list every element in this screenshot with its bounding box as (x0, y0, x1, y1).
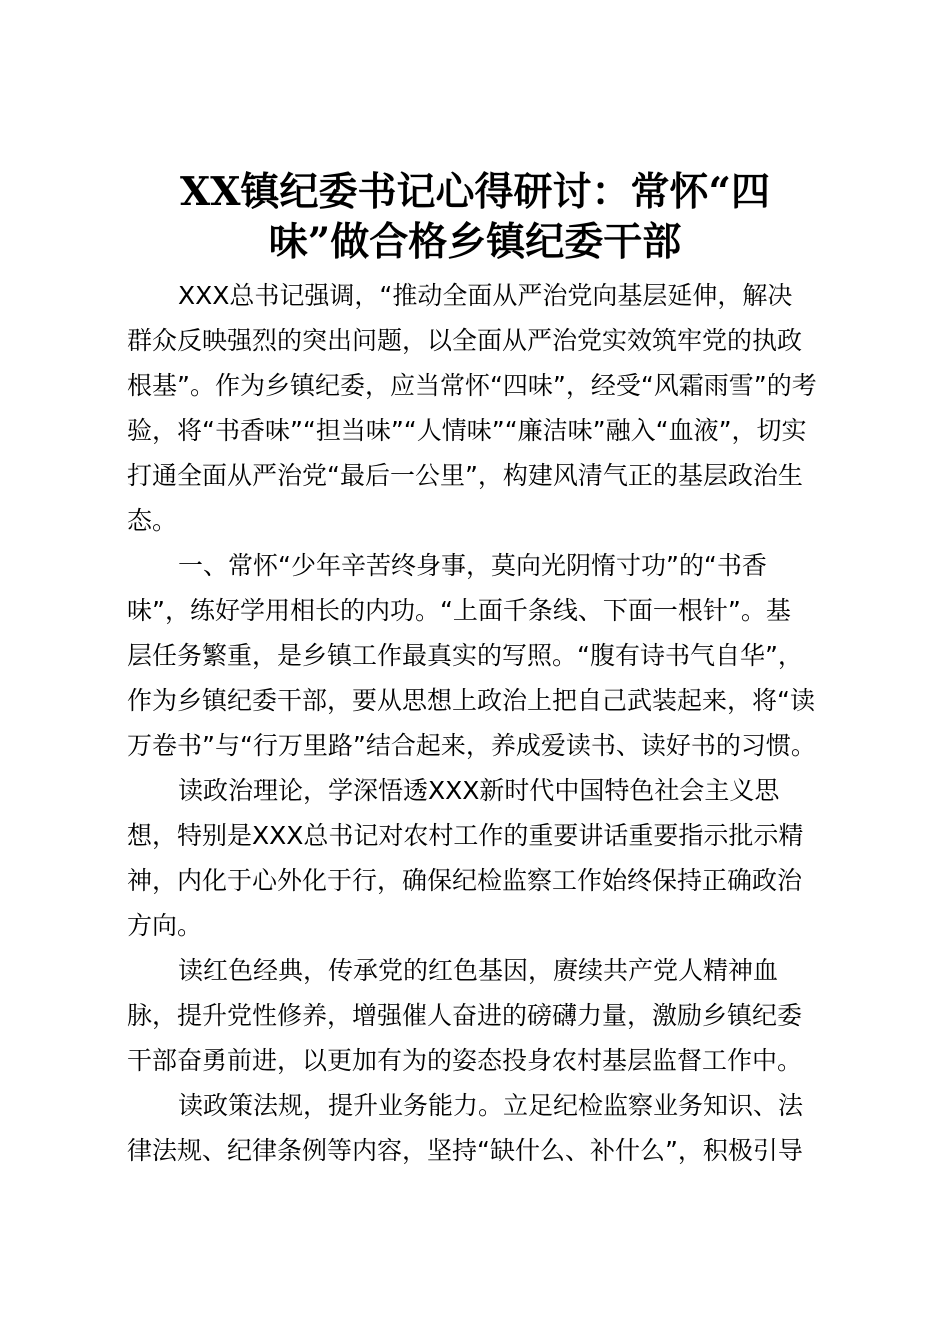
body-line: 读红色经典，传承党的红色基因，赓续共产党人精神血 (178, 956, 779, 985)
body-line: 律法规、纪律条例等内容，坚持“缺什么、补什么”，积极引导 (127, 1136, 803, 1165)
body-line: 读政治理论，学深悟透XXX新时代中国特色社会主义思 (178, 776, 780, 805)
body-line: 层任务繁重，是乡镇工作最真实的写照。“腹有诗书气自华”， (127, 641, 803, 670)
body-line: 验，将“书香味”“担当味”“人情味”“廉洁味”融入“血液”，切实 (127, 416, 807, 445)
body-line: 态。 (127, 506, 178, 535)
document-title-line-2: 味”做合格乡镇纪委干部 (268, 219, 682, 265)
body-line: 群众反映强烈的突出问题，以全面从严治党实效筑牢党的执政 (127, 326, 803, 355)
body-line: 作为乡镇纪委干部，要从思想上政治上把自己武装起来，将“读 (127, 686, 815, 715)
body-line: 打通全面从严治党“最后一公里”，构建风清气正的基层政治生 (127, 461, 803, 490)
body-line: 万卷书”与“行万里路”结合起来，养成爱读书、读好书的习惯。 (127, 731, 816, 760)
body-line: 干部奋勇前进，以更加有为的姿态投身农村基层监督工作中。 (127, 1046, 803, 1075)
body-line: 一、常怀“少年辛苦终身事，莫向光阴惰寸功”的“书香 (178, 551, 767, 580)
body-line: 根基”。作为乡镇纪委，应当常怀“四味”，经受“风霜雨雪”的考 (127, 371, 817, 400)
body-line: XXX总书记强调，“推动全面从严治党向基层延伸，解决 (178, 281, 793, 310)
body-line: 神，内化于心外化于行，确保纪检监察工作始终保持正确政治 (127, 866, 803, 895)
document-title-line-1: XX镇纪委书记心得研讨：常怀“四 (180, 169, 770, 215)
body-line: 读政策法规，提升业务能力。立足纪检监察业务知识、法 (178, 1091, 804, 1120)
body-line: 想，特别是XXX总书记对农村工作的重要讲话重要指示批示精 (127, 821, 804, 850)
body-line: 味”，练好学用相长的内功。“上面千条线、下面一根针”。基 (127, 596, 791, 625)
body-line: 方向。 (127, 911, 203, 940)
body-line: 脉，提升党性修养，增强催人奋进的磅礴力量，激励乡镇纪委 (127, 1001, 803, 1030)
